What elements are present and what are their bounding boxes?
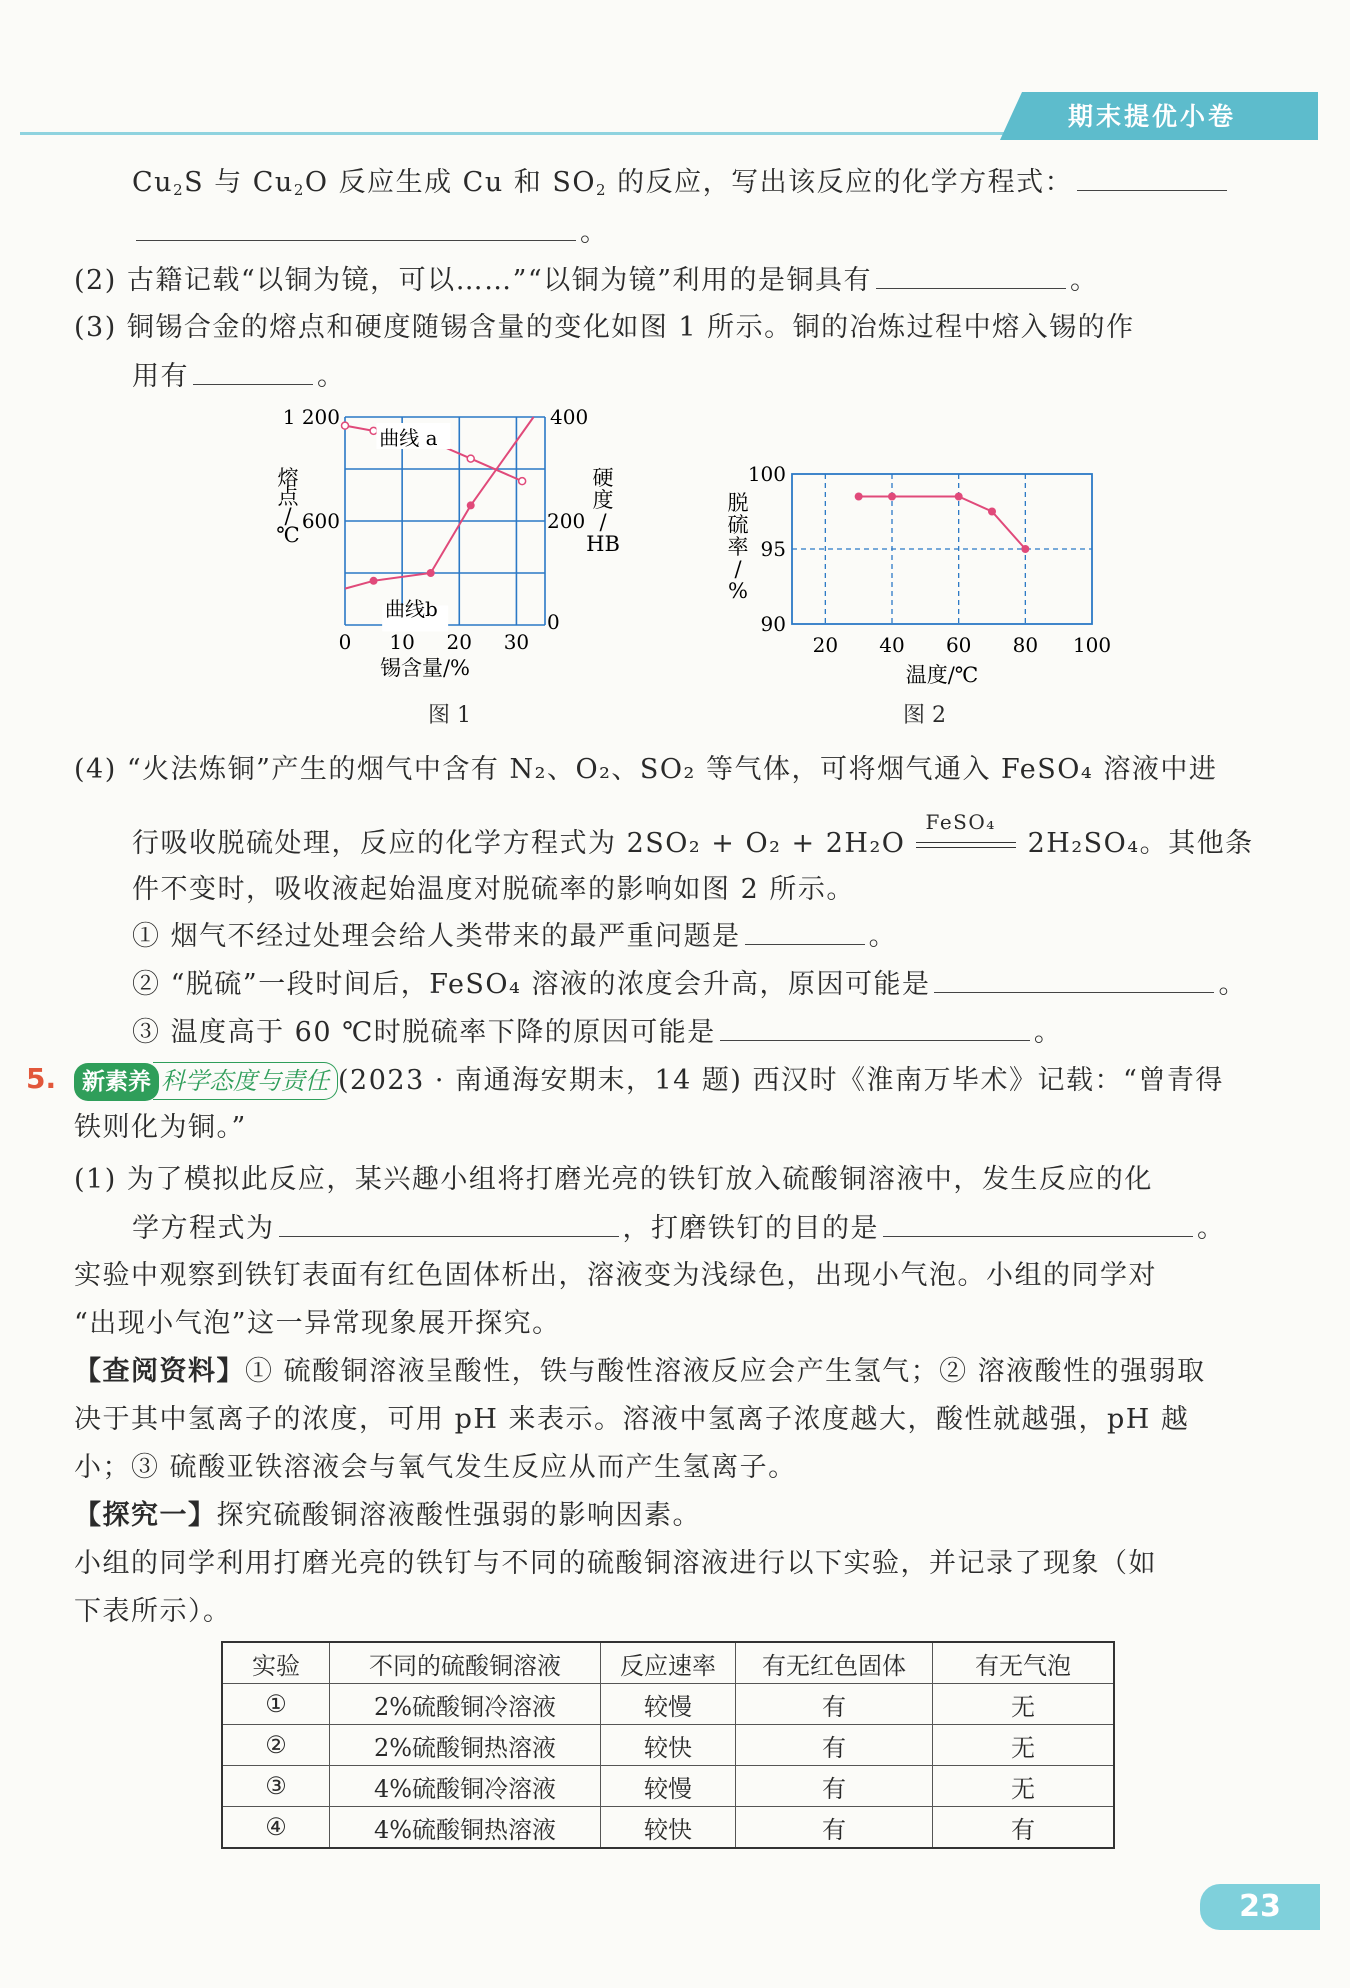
y-tick: 95	[760, 537, 786, 561]
table-cell: 无	[933, 1766, 1115, 1807]
answer-blank[interactable]	[136, 214, 576, 241]
curve-a-point	[370, 427, 377, 434]
curve-b-point	[467, 501, 475, 509]
answer-blank[interactable]	[876, 262, 1066, 289]
curve-b-point	[370, 577, 378, 585]
q5-observation2: “出现小气泡”这一异常现象展开探究。	[74, 1308, 561, 1339]
left-tick: 1 200	[282, 405, 340, 429]
q5-head: 新素养 科学态度与责任 (2023 · 南通海安期末，14 题) 西汉时《淮南万毕术》记载：“曾青得	[74, 1062, 1224, 1101]
y-axis-label: %	[728, 579, 748, 603]
data-point	[988, 508, 996, 516]
table-cell: 4%硫酸铜冷溶液	[330, 1766, 601, 1807]
right-axis-label: 度	[592, 488, 614, 512]
x-axis-label: 锡含量/%	[379, 656, 471, 680]
x-tick: 10	[389, 630, 415, 654]
badge-new-literacy: 新素养	[74, 1063, 159, 1101]
table-cell: 有	[736, 1807, 933, 1849]
table-cell: ③	[222, 1766, 330, 1807]
y-axis-label: 硫	[727, 513, 749, 537]
q4-part4a: (4) “火法炼铜”产生的烟气中含有 N₂、O₂、SO₂ 等气体，可将烟气通入 FeSO₄ 溶液中进	[74, 754, 1218, 785]
table-cell: 2%硫酸铜冷溶液	[330, 1684, 601, 1725]
answer-blank[interactable]	[883, 1210, 1193, 1237]
curve-a-label: 曲线 a	[379, 426, 438, 450]
right-axis-label: /	[599, 510, 607, 534]
table-header: 实验	[222, 1642, 330, 1684]
y-axis-label: 脱	[727, 491, 749, 515]
table-header: 不同的硫酸铜溶液	[330, 1642, 601, 1684]
figure-1	[270, 405, 630, 695]
table-cell: 较慢	[601, 1684, 736, 1725]
answer-blank[interactable]	[934, 966, 1214, 993]
x-tick: 20	[812, 633, 839, 657]
table-cell: ②	[222, 1725, 330, 1766]
table-row	[222, 1766, 1114, 1807]
figure-1-caption: 图 1	[428, 703, 471, 728]
table-cell: 较慢	[601, 1766, 736, 1807]
y-tick: 100	[747, 462, 786, 486]
q5-reference1: 【查阅资料】① 硫酸铜溶液呈酸性，铁与酸性溶液反应会产生氢气；② 溶液酸性的强弱取	[74, 1356, 1206, 1387]
q4-part2: (2) 古籍记载“以铜为镜，可以……”“以铜为镜”利用的是铜具有 。	[74, 262, 1099, 299]
table-cell: ④	[222, 1807, 330, 1849]
table-cell: 有	[933, 1807, 1115, 1849]
table-row	[222, 1725, 1114, 1766]
q4-sub2: ② “脱硫”一段时间后，FeSO₄ 溶液的浓度会升高，原因可能是 。	[132, 966, 1247, 1003]
table-cell: 2%硫酸铜热溶液	[330, 1725, 601, 1766]
reaction-condition: FeSO₄	[916, 830, 1018, 860]
table-header: 有无红色固体	[736, 1642, 933, 1684]
experiment-table	[221, 1641, 1115, 1849]
page-number: 23	[1200, 1884, 1320, 1930]
table-header-row	[222, 1642, 1114, 1684]
x-tick: 0	[338, 630, 352, 654]
q5-explore1: 【探究一】探究硫酸铜溶液酸性强弱的影响因素。	[74, 1500, 701, 1531]
data-point	[855, 493, 863, 501]
x-tick: 40	[879, 633, 905, 657]
right-tick: 0	[547, 610, 560, 634]
curve-a-point	[519, 478, 526, 485]
right-tick: 400	[550, 405, 589, 429]
table-cell: 较快	[601, 1725, 736, 1766]
x-tick: 30	[503, 630, 530, 654]
x-tick: 20	[446, 630, 473, 654]
figure-2-caption: 图 2	[903, 703, 946, 728]
q5-explore2: 小组的同学利用打磨光亮的铁钉与不同的硫酸铜溶液进行以下实验，并记录了现象（如	[74, 1548, 1157, 1579]
y-axis-label: /	[734, 557, 742, 581]
figure-2	[720, 460, 1120, 690]
left-axis-label: 点	[277, 485, 299, 509]
q5-reference2: 决于其中氢离子的浓度，可用 pH 来表示。溶液中氢离子浓度越大，酸性就越强，pH 越	[74, 1404, 1190, 1435]
data-point	[1021, 545, 1029, 553]
table-row	[222, 1684, 1114, 1725]
answer-blank[interactable]	[279, 1210, 619, 1237]
answer-blank[interactable]	[720, 1014, 1030, 1041]
y-axis-label: 率	[727, 535, 749, 559]
q5-observation1: 实验中观察到铁钉表面有红色固体析出，溶液变为浅绿色，出现小气泡。小组的同学对	[74, 1260, 1157, 1291]
table-header: 反应速率	[601, 1642, 736, 1684]
badge-science-attitude: 科学态度与责任	[153, 1062, 338, 1100]
data-point	[955, 493, 963, 501]
x-tick: 60	[945, 633, 972, 657]
table-cell: 无	[933, 1725, 1115, 1766]
table-header: 有无气泡	[933, 1642, 1115, 1684]
q4-part3b: 用有 。	[132, 358, 346, 395]
answer-blank[interactable]	[193, 358, 313, 385]
curve-b-point	[427, 569, 435, 577]
q5-head2: 铁则化为铜。”	[74, 1112, 247, 1143]
table-cell: 4%硫酸铜热溶液	[330, 1807, 601, 1849]
data-point	[888, 493, 896, 501]
answer-blank[interactable]	[1077, 164, 1227, 191]
table-cell: ①	[222, 1684, 330, 1725]
right-tick: 200	[547, 509, 586, 533]
left-axis-label: 熔	[277, 466, 299, 490]
q5-part1b: 学方程式为 ，打磨铁钉的目的是 。	[132, 1210, 1226, 1247]
curve-b-label: 曲线b	[385, 596, 438, 621]
left-axis-label: ℃	[276, 523, 300, 547]
table-cell: 无	[933, 1684, 1115, 1725]
q5-explore3: 下表所示）。	[74, 1596, 232, 1627]
q4-part3a: (3) 铜锡合金的熔点和硬度随锡含量的变化如图 1 所示。铜的冶炼过程中熔入锡的作	[74, 312, 1135, 343]
answer-blank[interactable]	[745, 918, 865, 945]
q4-sub3: ③ 温度高于 60 ℃时脱硫率下降的原因可能是 。	[132, 1014, 1062, 1051]
table-cell: 有	[736, 1766, 933, 1807]
table-cell: 较快	[601, 1807, 736, 1849]
table-row	[222, 1807, 1114, 1849]
q5-part1a: (1) 为了模拟此反应，某兴趣小组将打磨光亮的铁钉放入硫酸铜溶液中，发生反应的化	[74, 1164, 1153, 1195]
header-rule	[20, 132, 1020, 135]
q4-intro-line2: 。	[132, 214, 609, 251]
q4-sub1: ① 烟气不经过处理会给人类带来的最严重问题是 。	[132, 918, 897, 955]
data-line	[859, 497, 1026, 550]
question-5-number: 5.	[26, 1062, 57, 1095]
right-axis-label: HB	[586, 532, 620, 556]
q5-reference3: 小；③ 硫酸亚铁溶液会与氧气发生反应从而产生氢离子。	[74, 1452, 797, 1483]
q4-part4c: 件不变时，吸收液起始温度对脱硫率的影响如图 2 所示。	[132, 874, 855, 905]
q4-intro-line: $Cu_2S$ 与 $Cu_2O$ 反应生成 Cu 和 $SO_2$ 的反应，写出该反应的化学方程式：	[132, 164, 1231, 208]
table-cell: 有	[736, 1725, 933, 1766]
header-tag: 期末提优小卷	[1068, 102, 1237, 131]
x-tick: 100	[1072, 633, 1112, 657]
curve-a-point	[467, 455, 474, 462]
right-axis-label: 硬	[592, 466, 614, 490]
left-tick: 600	[301, 509, 340, 533]
x-tick: 80	[1012, 633, 1039, 657]
table-cell: 有	[736, 1684, 933, 1725]
curve-a-point	[342, 422, 349, 429]
left-axis-label: /	[284, 504, 292, 528]
y-tick: 90	[760, 612, 786, 636]
x-axis-label: 温度/℃	[905, 663, 979, 687]
q4-part4b: 行吸收脱硫处理，反应的化学方程式为 2SO₂ + O₂ + 2H₂O FeSO₄ 2H₂SO₄。其他条	[132, 809, 1254, 859]
